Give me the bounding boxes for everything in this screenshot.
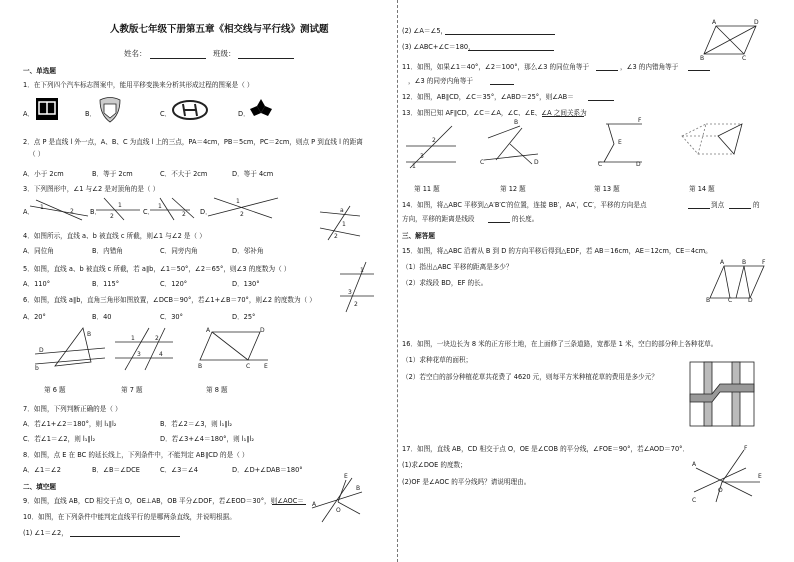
q3-option-b[interactable]: B． [90,208,102,216]
svg-text:2: 2 [334,233,338,240]
svg-text:A: A [312,501,317,508]
svg-text:1: 1 [342,221,346,228]
q12-caption: 第 12 题 [500,185,526,193]
q3-figure-c [150,198,194,220]
svg-text:B: B [706,297,711,304]
q2-option-a[interactable]: A．小于 2cm [23,170,64,178]
svg-text:A: A [720,259,725,266]
svg-text:B: B [514,119,519,126]
svg-text:F: F [638,117,642,124]
q14-figure [672,124,752,160]
q5-option-d[interactable]: D．130° [232,280,260,288]
class-field[interactable] [238,51,294,59]
q4-option-a[interactable]: A．同位角 [23,247,54,255]
q14-text: 14．如图，将△ABC 平移到△A′B′C′的位置，连接 BB′，AA′，CC′，平移的方向是点 [402,201,647,209]
q3-text: 3．下列图形中，∠1 与∠2 是对顶角的是（ ） [23,185,160,193]
q9-figure [312,473,362,522]
section-answer: 三、解答题 [402,232,435,240]
svg-text:E: E [758,473,762,480]
q3-option-c[interactable]: C． [143,208,155,216]
q3-option-a[interactable]: A． [23,208,35,216]
q16-figure [690,362,754,426]
q15-text: 15．如图，将△ABC 沿着从 B 到 D 的方向平移后得到△EDF，若 AB＝16cm，AE＝12cm，CE＝4cm。 [402,247,712,255]
svg-text:O: O [336,507,341,514]
q17-text: 17．如图，直线 AB，CD 相交于点 O，OE 是∠COB 的平分线，∠FOE＝90°，若∠AOD＝70°． [402,445,690,453]
svg-text:3: 3 [420,153,424,160]
q3-figure-a [30,198,88,220]
svg-text:D: D [39,347,44,354]
svg-text:1: 1 [412,163,416,170]
q17-figure [692,445,764,504]
svg-text:B: B [87,331,92,338]
svg-text:2: 2 [155,335,159,342]
q13-field[interactable] [542,109,584,117]
q2-text: 2．点 P 是直线 l 外一点，A、B、C 为直线 l 上的三点，PA＝4cm，PB＝5cm，PC＝2cm，则点 P 到直线 l 的距离 [23,138,363,146]
svg-text:E: E [618,139,622,146]
svg-text:B: B [198,363,203,370]
q7-figure [115,328,177,370]
q17-part2: (2)OF 是∠AOC 的平分线吗？请说明理由。 [402,478,531,486]
q15-part2: （2）求线段 BD，EF 的长。 [402,279,488,287]
q17-part1: (1)求∠DOE 的度数； [402,461,467,469]
svg-text:2: 2 [70,208,74,215]
svg-text:C: C [742,55,747,62]
svg-text:D: D [748,297,753,304]
q14-text-b: 到点 [711,201,725,209]
svg-text:2: 2 [354,301,358,308]
q8-option-a[interactable]: A．∠1＝∠2 [23,466,61,474]
svg-text:1: 1 [360,267,364,274]
q16-part1: （1）求种花草的面积； [402,356,473,364]
q5-text: 5．如图，直线 a、b 被直线 c 所截，若 a∥b，∠1＝50°，∠2＝65°，则∠3 的度数为（ ） [23,265,291,273]
svg-text:F: F [762,259,766,266]
q8-caption: 第 8 题 [206,386,228,394]
svg-text:3: 3 [137,351,141,358]
svg-text:b: b [35,365,39,372]
q11-text-c: ，∠3 的同旁内角等于 [408,77,473,85]
svg-text:C: C [692,497,697,504]
q3-option-d[interactable]: D． [200,208,212,216]
svg-text:2: 2 [182,211,186,218]
q11-figure [406,126,456,168]
q9-answer-field[interactable] [272,497,306,505]
q8-option-b[interactable]: B．∠B＝∠DCE [92,466,140,474]
q8-option-d[interactable]: D．∠D+∠DAB＝180° [232,466,303,474]
q6-figure [35,328,105,370]
svg-text:O: O [718,487,723,494]
q6-option-b[interactable]: B．40 [92,313,112,321]
svg-text:B: B [742,259,747,266]
q7-option-c[interactable]: C．若∠1＝∠2，则 l₁∥l₂ [23,435,96,443]
q16-text: 16．如图，一块边长为 8 米的正方形土地，在上面修了三条道路，宽都是 1 米，空白的部分种上各种花草。 [402,340,718,348]
svg-text:E: E [344,473,348,480]
svg-text:A: A [206,327,211,334]
svg-text:B: B [356,485,361,492]
svg-text:3: 3 [348,289,352,296]
q14-text-c: 的 [753,201,760,209]
q5-figure [340,262,374,312]
section-fill-in: 二、填空题 [23,483,56,491]
q12-figure [480,119,540,166]
q10-figure [700,19,760,62]
svg-text:D: D [260,327,265,334]
q7-text: 7．如图，下列判断正确的是（ ） [23,405,122,413]
q8-figure [198,327,268,370]
q7-option-b[interactable]: B．若∠2＝∠3，则 l₁∥l₂ [160,420,233,428]
q5-option-c[interactable]: C．120° [160,280,188,288]
q14-text-e: 的长度。 [512,215,539,223]
svg-text:C: C [480,159,485,166]
q11-field-3[interactable] [490,77,514,85]
q3-figure-d [208,194,278,220]
svg-text:1: 1 [236,198,240,205]
q10-part2: (2) ∠A＝∠5， [402,27,448,35]
q4-option-d[interactable]: D．邻补角 [232,247,264,255]
svg-text:A: A [692,461,697,468]
q14-text-d: 方向，平移的距离是线段 [402,215,475,223]
svg-text:1: 1 [158,203,162,210]
q6-option-d[interactable]: D．25° [232,313,256,321]
q14-field-1[interactable] [688,201,710,209]
q1-option-b[interactable]: B． [85,110,97,118]
q4-option-c[interactable]: C．同旁内角 [160,247,198,255]
q11-field-2[interactable] [688,63,710,71]
q1-text: 1．在下列四个汽车标志图案中，能用平移变换来分析其形成过程的图案是（ ） [23,81,254,89]
svg-text:1: 1 [131,335,135,342]
q10-part1-field[interactable] [70,529,180,537]
logo-h-oval-icon [172,100,208,120]
q14-caption: 第 14 题 [689,185,715,193]
q12-field[interactable] [588,93,614,101]
q16-part2: （2）若空白的部分种植花草共花费了 4620 元，则每平方米种植花草的费用是多少元？ [402,373,658,381]
q12-text: 12．如图，AB∥CD，∠C＝35°，∠ABD＝25°，则∠AB＝ [402,93,574,101]
name-label: 姓名： [124,49,147,58]
q10-part2-field[interactable] [445,27,555,35]
svg-text:2: 2 [240,211,244,218]
q6-option-c[interactable]: C．30° [160,313,183,321]
svg-text:C: C [598,161,603,168]
svg-text:D: D [754,19,759,26]
q4-option-b[interactable]: B．内错角 [92,247,123,255]
q6-option-a[interactable]: A．20° [23,313,46,321]
logo-four-rings-icon [36,98,58,120]
q7-option-d[interactable]: D．若∠3+∠4＝180°，则 l₁∥l₂ [160,435,255,443]
q9-text: 9．如图，直线 AB，CD 相交于点 O，OE⊥AB，OB 平分∠DOF，若∠EOD＝30°，则∠AOC＝ [23,497,304,505]
svg-text:1: 1 [40,204,44,211]
q8-option-c[interactable]: C．∠3＝∠4 [160,466,199,474]
q1-option-d[interactable]: D． [238,110,250,118]
q10-part3: (3) ∠ABC+∠C＝180， [402,43,475,51]
q3-figure-b [96,198,140,220]
q2-option-b[interactable]: B．等于 2cm [92,170,133,178]
q13-text: 13．如图已知 AF∥CD，∠C＝∠A，∠C、∠E、∠A 之间关系为 [402,109,587,117]
q8-text: 8．如图，点 E 在 BC 的延长线上，下列条件中，不能判定 AB∥CD 的是（ ） [23,451,249,459]
name-field[interactable] [150,51,206,59]
svg-text:2: 2 [432,137,436,144]
svg-text:F: F [744,445,748,452]
q1-option-a[interactable]: A． [23,110,35,118]
svg-text:C: C [246,363,251,370]
logo-three-diamonds-icon [250,99,272,123]
svg-text:D: D [636,161,641,168]
q2-option-d[interactable]: D．等于 4cm [232,170,274,178]
q2-paren: （ ） [29,150,45,158]
svg-text:a: a [340,207,344,214]
q11-text: 11．如图，如果∠1＝40°，∠2＝100°，那么∠3 的同位角等于 [402,63,590,71]
section-single-choice: 一、单选题 [23,67,56,75]
logo-shield-icon [98,97,122,123]
q10-part3-field[interactable] [468,43,554,51]
q14-field-3[interactable] [488,215,510,223]
q11-text-b: ，∠3 的内错角等于 [620,63,679,71]
column-divider [397,0,398,562]
q15-figure [706,259,770,304]
svg-text:2: 2 [110,213,114,220]
svg-text:4: 4 [159,351,163,358]
q1-option-c[interactable]: C． [160,110,172,118]
q10-text: 10．如图，在下列条件中能判定直线平行的是哪两条直线，并说明根据。 [23,513,236,521]
q11-field-1[interactable] [596,63,618,71]
q15-part1: （1）指出△ABC 平移的距离是多少？ [402,263,513,271]
q14-field-2[interactable] [729,201,751,209]
svg-text:D: D [534,159,539,166]
class-label: 班级： [213,49,236,58]
svg-text:1: 1 [118,202,122,209]
q10-part1: (1) ∠1＝∠2， [23,529,68,537]
q11-caption: 第 11 题 [414,185,440,193]
q4-text: 4．如图所示，直线 a、b 被直线 c 所截，则∠1 与∠2 是（ ） [23,232,206,240]
q4-figure [320,206,360,240]
q5-option-b[interactable]: B．115° [92,280,119,288]
svg-text:A: A [712,19,717,26]
q5-option-a[interactable]: A．110° [23,280,50,288]
q7-option-a[interactable]: A．若∠1+∠2＝180°，则 l₁∥l₂ [23,420,117,428]
q13-caption: 第 13 题 [594,185,620,193]
q6-caption: 第 6 题 [44,386,66,394]
q6-text: 6．如图，直线 a∥b，直角三角形如图放置，∠DCB＝90°，若∠1+∠B＝70°，则∠2 的度数为（ ） [23,296,316,304]
q2-option-c[interactable]: C．不大于 2cm [160,170,208,178]
page-title: 人教版七年级下册第五章《相交线与平行线》测试题 [110,24,329,35]
svg-text:C: C [728,297,733,304]
q7-caption: 第 7 题 [121,386,143,394]
svg-text:E: E [264,363,268,370]
svg-text:B: B [700,55,705,62]
q13-figure [598,117,644,168]
